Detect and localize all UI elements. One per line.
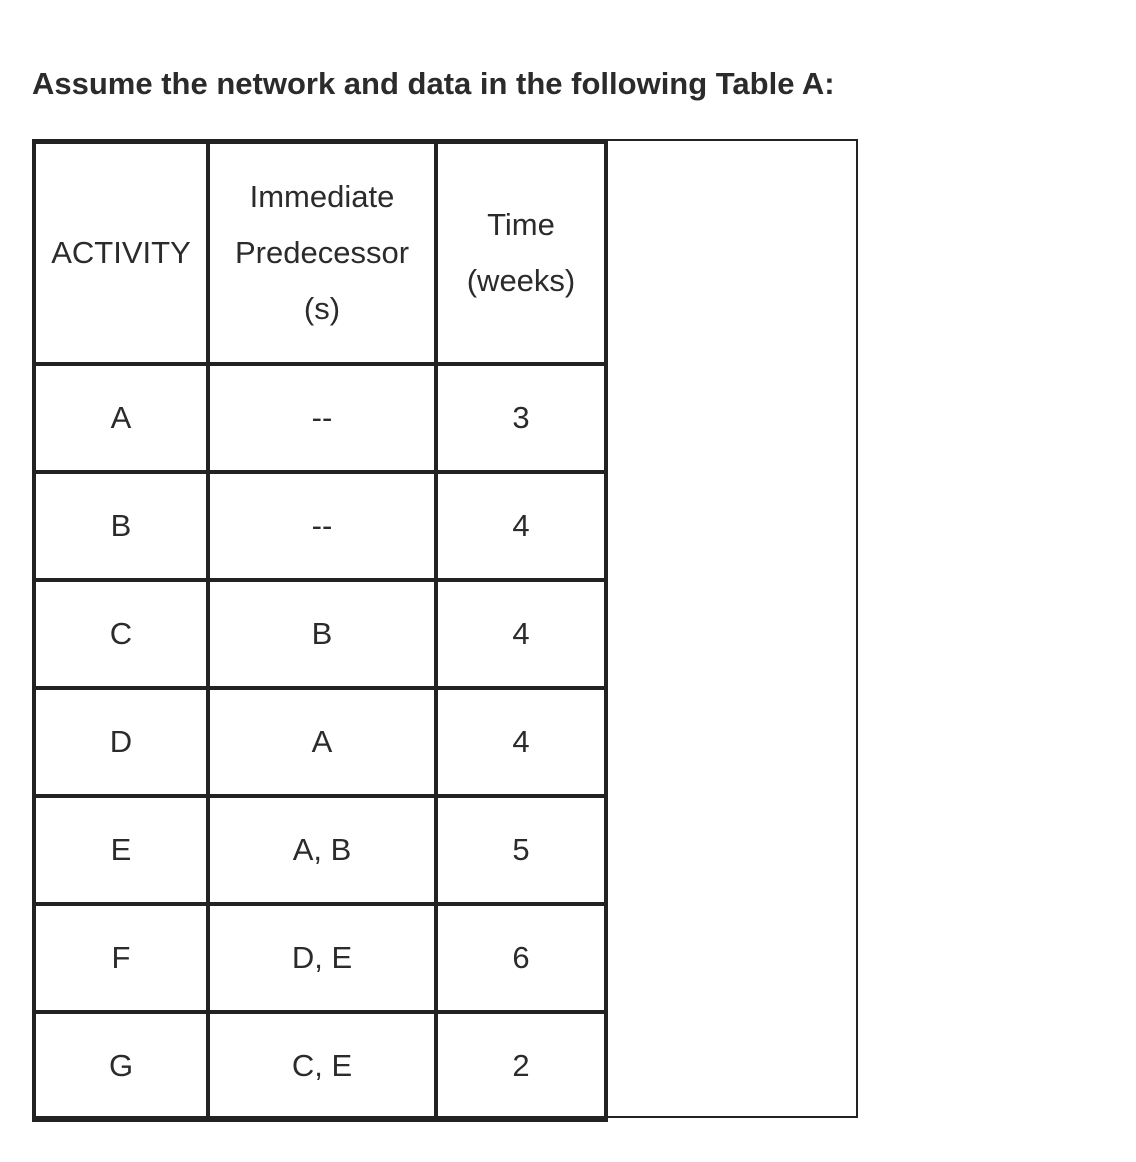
cell-time: 4 (436, 688, 606, 796)
cell-time: 4 (436, 472, 606, 580)
header-predecessor-line2: Predecessor (234, 235, 410, 270)
header-predecessor-line1: Immediate (249, 179, 395, 214)
cell-predecessors: -- (208, 364, 436, 472)
cell-predecessors: D, E (208, 904, 436, 1012)
table-row (34, 472, 606, 580)
cell-activity: A (34, 364, 208, 472)
header-activity-label: ACTIVITY (51, 235, 191, 270)
cell-activity: E (34, 796, 208, 904)
cell-time: 6 (436, 904, 606, 1012)
table-row (34, 796, 606, 904)
table-row (34, 364, 606, 472)
table-row (34, 580, 606, 688)
cell-predecessors: C, E (208, 1012, 436, 1120)
header-time-line2: (weeks) (466, 263, 576, 298)
header-predecessors (208, 142, 436, 364)
cell-time: 2 (436, 1012, 606, 1120)
header-predecessor-line3: (s) (303, 291, 341, 326)
cell-predecessors: A (208, 688, 436, 796)
cell-activity: D (34, 688, 208, 796)
table-header-row (34, 142, 606, 364)
cell-activity: C (34, 580, 208, 688)
header-time (436, 142, 606, 364)
table-row (34, 688, 606, 796)
cell-time: 4 (436, 580, 606, 688)
cell-predecessors: A, B (208, 796, 436, 904)
page-title: Assume the network and data in the following Table A: (32, 66, 835, 101)
header-activity (34, 142, 208, 364)
activity-table (32, 140, 608, 1122)
cell-time: 5 (436, 796, 606, 904)
table-row (34, 904, 606, 1012)
cell-time: 3 (436, 364, 606, 472)
table-row (34, 1012, 606, 1120)
cell-activity: G (34, 1012, 208, 1120)
cell-predecessors: -- (208, 472, 436, 580)
cell-activity: F (34, 904, 208, 1012)
cell-predecessors: B (208, 580, 436, 688)
cell-activity: B (34, 472, 208, 580)
header-time-line1: Time (487, 207, 555, 242)
